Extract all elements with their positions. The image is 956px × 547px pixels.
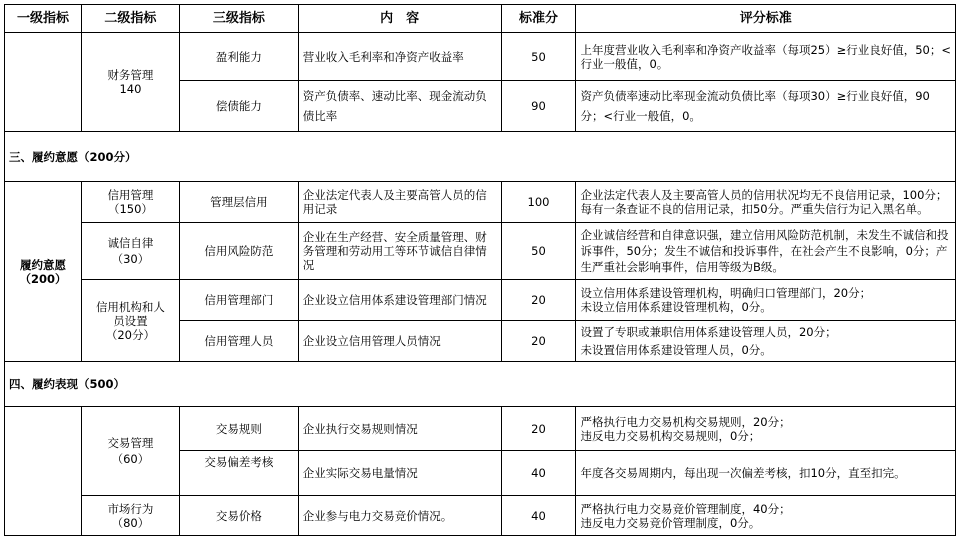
section-row bbox=[5, 132, 956, 182]
level2-name: 信用机构和人员设置 bbox=[95, 299, 165, 328]
level1-name: 履约意愿 bbox=[19, 257, 66, 272]
criteria-line: 未设置信用体系建设管理人员，0分。 bbox=[580, 343, 772, 357]
level2-name: 市场行为 bbox=[107, 501, 154, 516]
header-level3: 三级指标 bbox=[179, 5, 298, 33]
table-row bbox=[5, 407, 956, 451]
criteria-cell bbox=[576, 182, 956, 223]
level2-score: （150） bbox=[107, 202, 153, 216]
level2-score: （60） bbox=[111, 452, 150, 466]
level2-score: （80） bbox=[111, 515, 150, 530]
criteria-line: 每有一条查证不良的信用记录，扣50分。严重失信行为记入黑名单。 bbox=[580, 202, 929, 216]
section-row bbox=[5, 362, 956, 407]
table-row bbox=[5, 182, 956, 223]
header-level2: 二级指标 bbox=[81, 5, 179, 33]
section-title: 三、履约意愿（200分） bbox=[5, 132, 576, 182]
content-cell: 企业法定代表人及主要高管人员的信用记录 bbox=[298, 182, 501, 223]
level2-cell-finance bbox=[81, 33, 179, 132]
level2-cell bbox=[81, 182, 179, 223]
content-cell: 企业执行交易规则情况 bbox=[298, 407, 501, 451]
level3-cell: 交易偏差考核 bbox=[179, 451, 298, 496]
level2-name: 财务管理 bbox=[107, 68, 154, 82]
level2-cell bbox=[81, 223, 179, 280]
criteria-cell bbox=[576, 496, 956, 536]
criteria-line: 未设立信用体系建设管理机构，0分。 bbox=[580, 300, 772, 314]
level2-name: 诚信自律 bbox=[107, 236, 154, 250]
criteria-line: 严格执行电力交易机构交易规则，20分； bbox=[580, 414, 791, 429]
section-title-filler bbox=[576, 132, 956, 182]
criteria-cell: 企业诚信经营和自律意识强，建立信用风险防范机制，未发生不诚信和投诉事件，50分；发生不诚信和投诉事件，在社会产生不良影响，0分；产生严重社会影响事件，信用等级为B级。 bbox=[576, 223, 956, 280]
score-cell: 50 bbox=[501, 33, 576, 81]
score-cell: 40 bbox=[501, 451, 576, 496]
content-cell: 企业设立信用体系建设管理部门情况 bbox=[298, 280, 501, 321]
level1-cell-empty bbox=[5, 407, 82, 536]
criteria-line: 违反电力交易机构交易规则，0分； bbox=[580, 428, 761, 443]
header-standard-score: 标准分 bbox=[501, 5, 576, 33]
content-cell: 企业设立信用管理人员情况 bbox=[298, 321, 501, 362]
level2-cell bbox=[81, 407, 179, 496]
level2-cell bbox=[81, 280, 179, 362]
content-cell: 企业在生产经营、安全质量管理、财务管理和劳动用工等环节诚信自律情况 bbox=[298, 223, 501, 280]
header-level1: 一级指标 bbox=[5, 5, 82, 33]
content-cell: 企业参与电力交易竞价情况。 bbox=[298, 496, 501, 536]
level3-cell: 交易价格 bbox=[179, 496, 298, 536]
level3-cell: 交易规则 bbox=[179, 407, 298, 451]
level3-cell: 信用管理人员 bbox=[179, 321, 298, 362]
level1-cell-empty bbox=[5, 33, 82, 132]
level2-cell bbox=[81, 496, 179, 536]
criteria-line: 企业法定代表人及主要高管人员的信用状况均无不良信用记录，100分； bbox=[580, 188, 948, 202]
criteria-cell bbox=[576, 407, 956, 451]
level2-score: 140 bbox=[119, 82, 142, 96]
table-row bbox=[5, 33, 956, 81]
level2-name: 交易管理 bbox=[107, 436, 154, 450]
content-cell: 企业实际交易电量情况 bbox=[298, 451, 501, 496]
criteria-cell: 上年度营业收入毛利率和净资产收益率（每项25）≥行业良好值，50；<行业一般值，0。 bbox=[576, 33, 956, 81]
score-cell: 100 bbox=[501, 182, 576, 223]
level3-cell: 信用风险防范 bbox=[179, 223, 298, 280]
level1-score: （200） bbox=[19, 271, 67, 286]
section-title: 四、履约表现（500） bbox=[5, 362, 576, 407]
level2-name: 信用管理 bbox=[107, 188, 154, 202]
score-cell: 50 bbox=[501, 223, 576, 280]
level3-cell: 管理层信用 bbox=[179, 182, 298, 223]
score-cell: 20 bbox=[501, 280, 576, 321]
level2-score: （20分） bbox=[105, 327, 155, 342]
criteria-cell bbox=[576, 321, 956, 362]
score-cell: 40 bbox=[501, 496, 576, 536]
level3-cell: 偿债能力 bbox=[179, 81, 298, 132]
level3-cell: 盈利能力 bbox=[179, 33, 298, 81]
level1-cell-performance-willingness bbox=[5, 182, 82, 362]
score-cell: 20 bbox=[501, 321, 576, 362]
level2-score: （30） bbox=[111, 252, 150, 266]
header-row bbox=[5, 5, 956, 33]
evaluation-table bbox=[4, 4, 956, 536]
score-cell: 90 bbox=[501, 81, 576, 132]
content-cell: 资产负债率、速动比率、现金流动负债比率 bbox=[298, 81, 501, 132]
table-row bbox=[5, 280, 956, 321]
criteria-line: 严格执行电力交易竞价管理制度，40分； bbox=[580, 501, 791, 516]
table-row bbox=[5, 223, 956, 280]
header-content: 内 容 bbox=[298, 5, 501, 33]
criteria-cell bbox=[576, 280, 956, 321]
criteria-cell: 年度各交易周期内，每出现一次偏差考核，扣10分，直至扣完。 bbox=[576, 451, 956, 496]
level3-cell: 信用管理部门 bbox=[179, 280, 298, 321]
criteria-cell: 资产负债率速动比率现金流动负债比率（每项30）≥行业良好值，90分；<行业一般值，0。 bbox=[576, 81, 956, 132]
score-cell: 20 bbox=[501, 407, 576, 451]
criteria-line: 违反电力交易竞价管理制度，0分。 bbox=[580, 515, 761, 530]
table-row bbox=[5, 496, 956, 536]
section-title-filler bbox=[576, 362, 956, 407]
criteria-line: 设立信用体系建设管理机构，明确归口管理部门，20分； bbox=[580, 286, 872, 300]
header-criteria: 评分标准 bbox=[576, 5, 956, 33]
content-cell: 营业收入毛利率和净资产收益率 bbox=[298, 33, 501, 81]
criteria-line: 设置了专职或兼职信用体系建设管理人员，20分； bbox=[580, 325, 837, 339]
